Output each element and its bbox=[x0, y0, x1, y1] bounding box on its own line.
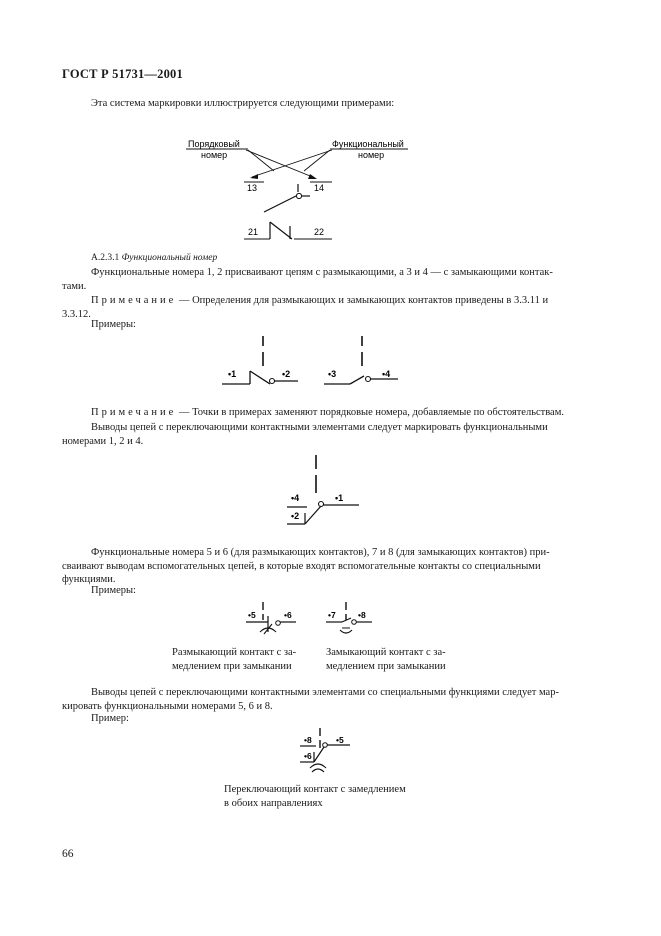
label-functional-1: Функциональный bbox=[332, 139, 404, 149]
paragraph-1 bbox=[62, 266, 601, 293]
note-2-label: Примечание bbox=[91, 407, 177, 418]
caption-3-line-1: Переключающий контакт с замедлением bbox=[224, 784, 406, 795]
changeover-diagram bbox=[283, 455, 363, 530]
note-1-label: Примечание bbox=[91, 295, 177, 306]
terminal-13: 13 bbox=[247, 183, 258, 193]
caption-1-line-2: медлением при замыкании bbox=[172, 660, 292, 672]
terminal-21: 21 bbox=[248, 227, 259, 237]
note-1-text: — Определения для размыкающих и замыкающих контактов приведены в 3.3.11 и bbox=[176, 295, 549, 306]
paragraph-3-line-1: Функциональные номера 5 и 6 (для размыкающих контактов), 7 и 8 (для замыкающих контактов) при- bbox=[91, 547, 550, 558]
paragraph-2-line-2: номерами 1, 2 и 4. bbox=[62, 435, 144, 447]
term-6: •6 bbox=[284, 610, 292, 620]
label-ordinal-1: Порядковый bbox=[188, 139, 240, 149]
paragraph-1-line-2: тами. bbox=[62, 280, 87, 292]
term-8c: •8 bbox=[304, 735, 312, 745]
paragraph-4 bbox=[62, 686, 601, 713]
caption-1-line-1: Размыкающий контакт с за- bbox=[172, 647, 297, 658]
section-number: А.2.3.1 bbox=[91, 253, 120, 263]
page-header: ГОСТ Р 51731—2001 bbox=[62, 67, 183, 81]
example-label-3: Пример: bbox=[91, 713, 129, 724]
caption-2-line-1: Замыкающий контакт с за- bbox=[326, 647, 446, 658]
caption-nc-delayed bbox=[172, 646, 296, 673]
paragraph-1-line-1: Функциональные номера 1, 2 присваивают цепям с размыкающими, а 3 и 4 — с замыкающими контак- bbox=[91, 267, 553, 278]
section-title: Функциональный номер bbox=[121, 253, 218, 263]
term-7: •7 bbox=[328, 610, 336, 620]
note-1-text-line-2: 3.3.12. bbox=[62, 308, 91, 320]
page-number: 66 bbox=[62, 848, 74, 860]
term-1b: •1 bbox=[335, 493, 344, 503]
examples-label-2: Примеры: bbox=[91, 585, 136, 596]
caption-no-delayed bbox=[326, 646, 446, 673]
examples-label-1: Примеры: bbox=[91, 319, 136, 330]
section-heading bbox=[91, 252, 217, 264]
term-4: •4 bbox=[382, 369, 391, 379]
paragraph-4-line-2: кировать функциональными номерами 5, 6 и 8. bbox=[62, 700, 273, 712]
note-2 bbox=[91, 406, 601, 420]
term-5c: •5 bbox=[336, 735, 344, 745]
label-functional-2: номер bbox=[358, 150, 385, 160]
marking-diagram bbox=[180, 134, 420, 244]
term-5: •5 bbox=[248, 610, 256, 620]
caption-3-line-2: в обоих направлениях bbox=[224, 797, 323, 809]
term-6c: •6 bbox=[304, 751, 312, 761]
note-2-text: — Точки в примерах заменяют порядковые номера, добавляемые по обстоятельствам. bbox=[176, 407, 564, 418]
paragraph-3 bbox=[62, 546, 601, 587]
changeover-delayed-diagram bbox=[296, 728, 366, 774]
term-1: •1 bbox=[228, 369, 237, 379]
term-2: •2 bbox=[282, 369, 291, 379]
term-3: •3 bbox=[328, 369, 337, 379]
term-4b: •4 bbox=[291, 493, 300, 503]
paragraph-4-line-1: Выводы цепей с переключающими контактными элементами со специальными функциями следует мар- bbox=[91, 687, 559, 698]
paragraph-3-line-2: сваивают выводам вспомогательных цепей, в которые входят вспомогательные контакты со специальными bbox=[62, 560, 541, 572]
paragraph-2 bbox=[62, 421, 601, 448]
paragraph-2-line-1: Выводы цепей с переключающими контактными элементами следует маркировать функциональными bbox=[91, 422, 548, 433]
term-8: •8 bbox=[358, 610, 366, 620]
caption-changeover-delayed bbox=[224, 783, 406, 810]
examples-diagram-1 bbox=[222, 336, 402, 390]
term-2b: •2 bbox=[291, 511, 300, 521]
caption-2-line-2: медлением при замыкании bbox=[326, 660, 446, 672]
paragraph-3-line-3: функциями. bbox=[62, 574, 116, 586]
intro-paragraph: Эта система маркировки иллюстрируется следующими примерами: bbox=[91, 98, 395, 109]
delayed-contacts-diagram bbox=[238, 602, 378, 642]
label-ordinal-2: номер bbox=[201, 150, 228, 160]
terminal-22: 22 bbox=[314, 227, 325, 237]
terminal-14: 14 bbox=[314, 183, 325, 193]
